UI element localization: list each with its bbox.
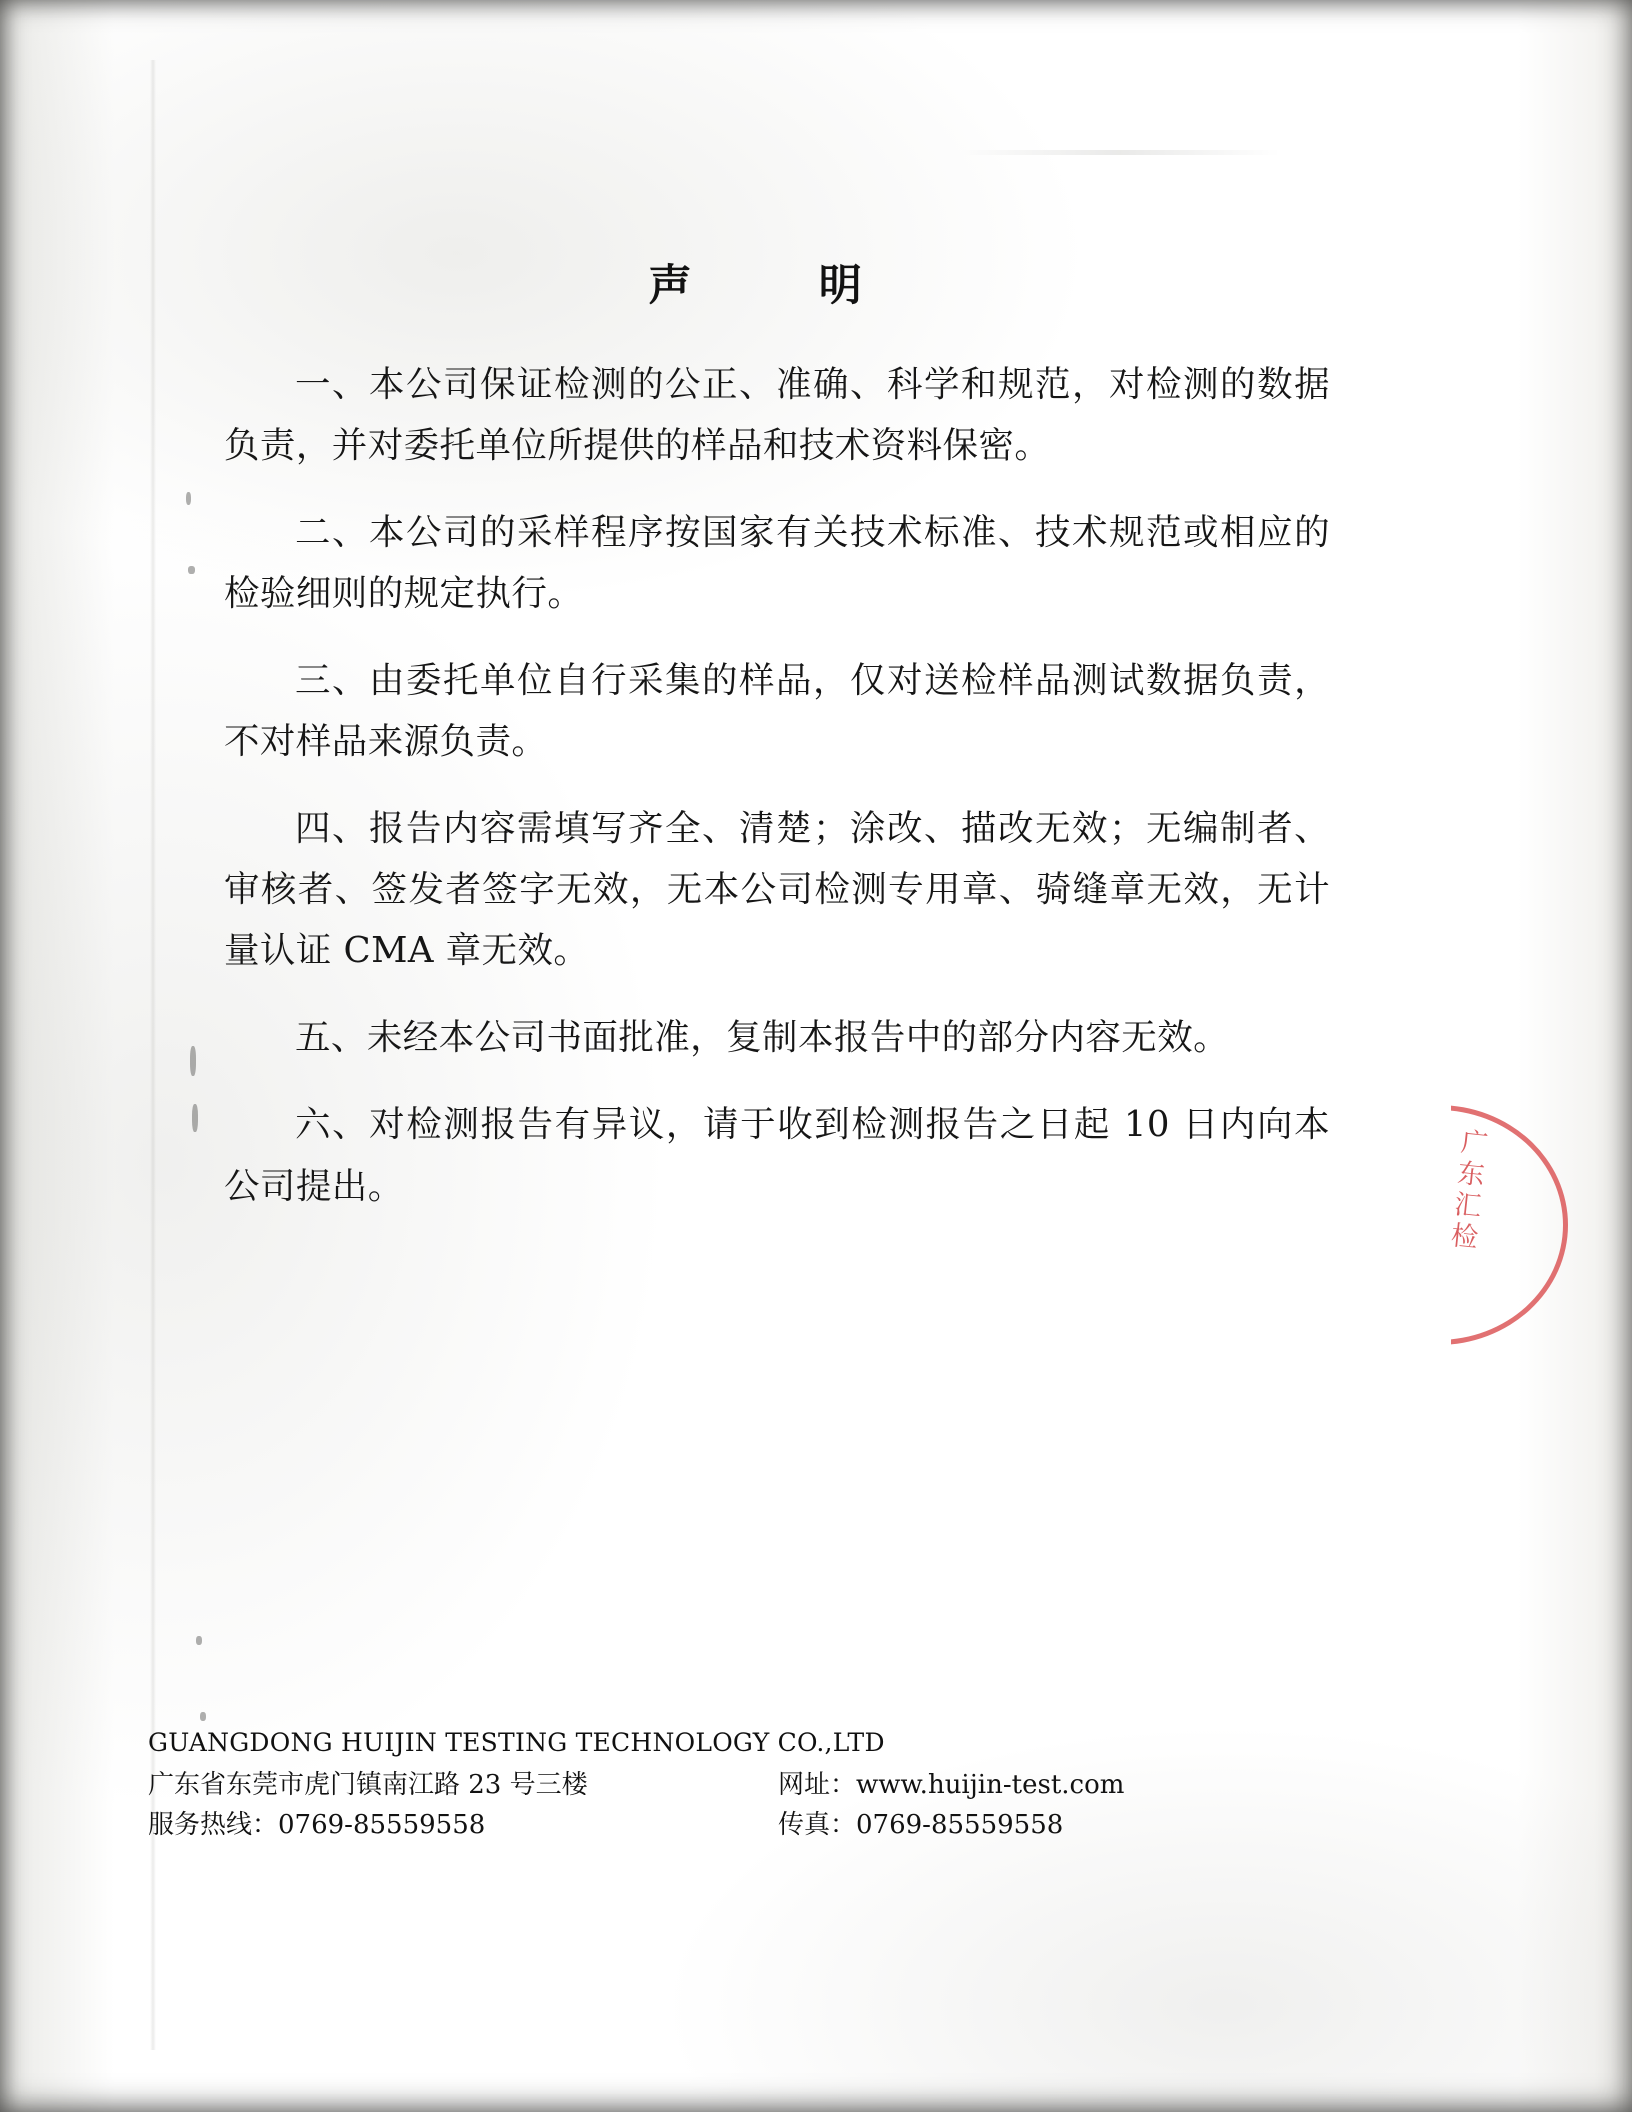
seal-text: 广东汇检 [1444,1126,1489,1255]
statement-paragraph-6: 六、对检测报告有异议，请于收到检测报告之日起 10 日内向本公司提出。 [224,1104,1330,1207]
footer-address: 广东省东莞市虎门镇南江路 23 号三楼 [148,1770,588,1800]
statement-paragraph-1: 一、本公司保证检测的公正、准确、科学和规范，对检测的数据负责，并对委托单位所提供的样品和技术资料保密。 [224,364,1330,467]
footer-website: 网址：www.huijin-test.com [778,1770,1125,1800]
footer-fax: 传真：0769-85559558 [778,1809,1064,1840]
statement-paragraph-2: 二、本公司的采样程序按国家有关技术标准、技术规范或相应的检验细则的规定执行。 [224,512,1330,615]
statement-paragraph-5: 五、未经本公司书面批准，复制本报告中的部分内容无效。 [295,1017,1230,1059]
document-page [112,34,1522,2074]
statement-paragraph-4: 四、报告内容需填写齐全、清楚；涂改、描改无效；无编制者、审核者、签发者签字无效，无本公司检测专用章、骑缝章无效，无计量认证 CMA 章无效。 [224,808,1330,972]
statement-paragraph-3: 三、由委托单位自行采集的样品，仅对送检样品测试数据负责，不对样品来源负责。 [224,660,1330,763]
page-footer [148,1728,1428,1840]
footer-company-name: GUANGDONG HUIJIN TESTING TECHNOLOGY CO.,LTD [148,1728,885,1757]
page-title: 声 明 [648,261,876,311]
footer-hotline: 服务热线：0769-85559558 [148,1809,486,1840]
statement-body [224,354,1330,1243]
